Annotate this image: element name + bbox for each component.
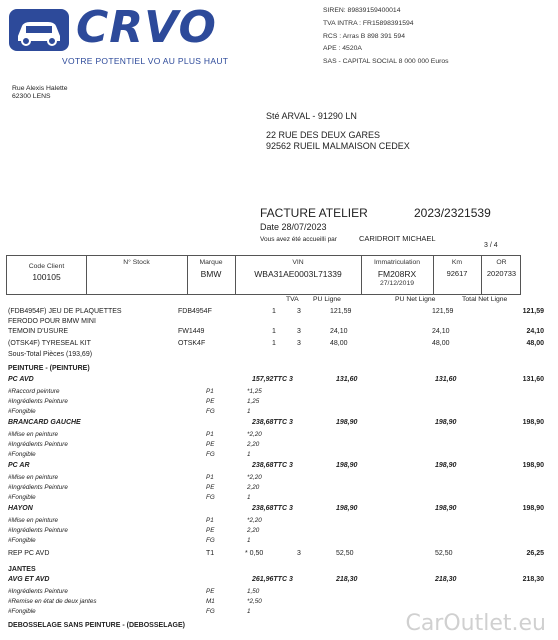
line-cell: *2,20 xyxy=(247,431,262,438)
line-cell: #Fongible xyxy=(8,608,36,615)
brand-tagline: VOTRE POTENTIEL VO AU PLUS HAUT xyxy=(62,56,229,66)
line-cell: #Raccord peinture xyxy=(8,388,60,395)
welcome-label: Vous avez été accueilli par xyxy=(260,236,337,243)
line-cell: 24,10 xyxy=(526,328,544,335)
val-marque: BMW xyxy=(200,269,222,279)
line-cell: REP PC AVD xyxy=(8,550,50,557)
col-pu-net: PU Net Ligne xyxy=(395,296,436,303)
line-cell: PE xyxy=(206,588,215,595)
company-siren: SIREN: 89839159400014 xyxy=(323,7,401,14)
line-cell: *1,25 xyxy=(247,388,262,395)
line-cell: OTSK4F xyxy=(178,340,206,347)
hdr-km: Km xyxy=(451,259,463,266)
line-cell: *2,50 xyxy=(247,598,262,605)
hdr-immat: Immatriculation xyxy=(373,259,421,266)
line-cell: #Ingrédients Peinture xyxy=(8,441,68,448)
line-cell: #Fongible xyxy=(8,408,36,415)
hdr-vin: VIN xyxy=(292,259,304,266)
line-cell: PC AVD xyxy=(8,376,34,383)
col-pu: PU Ligne xyxy=(313,296,341,303)
line-cell: 121,59 xyxy=(330,308,352,315)
line-cell: PE xyxy=(206,527,215,534)
line-cell: FG xyxy=(206,408,215,415)
line-cell: 198,90 xyxy=(336,462,358,469)
line-cell: 3 xyxy=(297,308,301,315)
line-cell: PE xyxy=(206,441,215,448)
invoice-line xyxy=(0,576,558,588)
line-cell: 131,60 xyxy=(435,376,457,383)
line-cell: 1 xyxy=(247,494,251,501)
recipient-street: 22 RUE DES DEUX GARES xyxy=(266,130,381,140)
col-total: Total Net Ligne xyxy=(462,296,508,303)
val-vin: WBA31AE0003L71339 xyxy=(254,269,342,279)
line-cell: #Mise en peinture xyxy=(8,431,59,438)
line-cell: BRANCARD GAUCHE xyxy=(8,419,81,426)
line-cell: 218,30 xyxy=(522,576,544,583)
line-cell: FERODO POUR BMW MINI xyxy=(8,318,96,325)
line-cell: FG xyxy=(206,494,215,501)
line-cell: 1 xyxy=(247,608,251,615)
brand-name: CRVO xyxy=(76,2,217,53)
recipient-name: Sté ARVAL - 91290 LN xyxy=(266,111,357,121)
line-cell: JANTES xyxy=(8,566,36,573)
line-cell: 218,30 xyxy=(435,576,457,583)
line-cell: 238,68TTC 3 xyxy=(252,419,293,426)
line-cell: PE xyxy=(206,398,215,405)
line-cell: #Fongible xyxy=(8,494,36,501)
invoice-line xyxy=(0,376,558,388)
line-cell: 24,10 xyxy=(330,328,348,335)
line-cell: 198,90 xyxy=(522,505,544,512)
line-cell: 2,20 xyxy=(247,527,260,534)
line-cell: 198,90 xyxy=(336,505,358,512)
line-cell: 26,25 xyxy=(526,550,544,557)
line-cell: FG xyxy=(206,537,215,544)
company-rcs: RCS : Arras B 898 391 594 xyxy=(323,33,405,40)
line-cell: 48,00 xyxy=(330,340,348,347)
invoice-line xyxy=(0,550,558,562)
line-cell: P1 xyxy=(206,388,214,395)
company-capital: SAS - CAPITAL SOCIAL 8 000 000 Euros xyxy=(323,58,449,65)
sender-city: 62300 LENS xyxy=(12,93,51,100)
line-cell: 1 xyxy=(247,451,251,458)
line-cell: 1 xyxy=(272,340,276,347)
line-cell: #Mise en peinture xyxy=(8,517,59,524)
line-cell: FG xyxy=(206,608,215,615)
line-cell: T1 xyxy=(206,550,215,557)
line-cell: 238,68TTC 3 xyxy=(252,462,293,469)
page-number: 3 / 4 xyxy=(484,242,498,249)
line-cell: 121,59 xyxy=(522,308,544,315)
line-cell: 1 xyxy=(272,328,276,335)
hdr-stock: N° Stock xyxy=(123,259,150,266)
line-cell: 1,25 xyxy=(247,398,260,405)
company-tva: TVA INTRA : FR15898391594 xyxy=(323,20,414,27)
watermark: CarOutlet.eu xyxy=(405,611,546,636)
line-cell: FW1449 xyxy=(178,328,205,335)
line-cell: 1 xyxy=(247,408,251,415)
line-cell: 198,90 xyxy=(435,505,457,512)
invoice-line xyxy=(0,419,558,431)
line-cell: 131,60 xyxy=(336,376,358,383)
line-cell: 2,20 xyxy=(247,441,260,448)
line-cell: (FDB4954F) JEU DE PLAQUETTES xyxy=(8,308,122,315)
line-cell: Sous-Total Pièces (193,69) xyxy=(8,351,93,358)
line-cell: #Ingrédients Peinture xyxy=(8,484,68,491)
hdr-code-client: Code Client xyxy=(28,263,65,270)
line-cell: 52,50 xyxy=(435,550,453,557)
line-cell: * 0,50 xyxy=(245,550,264,557)
line-cell: 2,20 xyxy=(247,484,260,491)
line-cell: DEBOSSELAGE SANS PEINTURE - (DEBOSSELAGE) xyxy=(8,622,185,629)
val-or: 2020733 xyxy=(486,269,517,278)
line-cell: 198,90 xyxy=(522,419,544,426)
company-ape: APE : 4520A xyxy=(323,45,362,52)
sender-street: Rue Alexis Halette xyxy=(12,85,68,92)
line-cell: P1 xyxy=(206,517,214,524)
line-cell: 261,96TTC 3 xyxy=(252,576,293,583)
line-cell: 218,30 xyxy=(336,576,358,583)
line-cell: 1,50 xyxy=(247,588,260,595)
hdr-or: OR xyxy=(496,259,507,266)
line-cell: #Fongible xyxy=(8,537,36,544)
line-cell: 3 xyxy=(297,550,301,557)
invoice-line xyxy=(0,462,558,474)
line-cell: FG xyxy=(206,451,215,458)
info-table xyxy=(6,255,521,295)
line-cell: 198,90 xyxy=(435,419,457,426)
val-km: 92617 xyxy=(446,269,468,278)
line-cell: #Ingrédients Peinture xyxy=(8,398,68,405)
hdr-marque: Marque xyxy=(199,259,223,266)
invoice-line xyxy=(0,328,558,340)
line-cell: P1 xyxy=(206,474,214,481)
line-cell: #Remise en état de deux jantes xyxy=(8,598,97,605)
line-cell: #Ingrédients Peinture xyxy=(8,588,68,595)
company-logo xyxy=(8,2,240,70)
invoice-line xyxy=(0,351,558,363)
line-cell: 238,68TTC 3 xyxy=(252,505,293,512)
line-cell: FDB4954F xyxy=(178,308,212,315)
line-cell: *2,20 xyxy=(247,474,262,481)
line-cell: AVG ET AVD xyxy=(8,576,50,583)
val-code-client: 100105 xyxy=(32,272,61,282)
car-logo-icon xyxy=(8,8,70,52)
line-cell: 3 xyxy=(297,328,301,335)
line-cell: P1 xyxy=(206,431,214,438)
invoice-line xyxy=(0,537,558,549)
line-cell: HAYON xyxy=(8,505,33,512)
line-cell: #Mise en peinture xyxy=(8,474,59,481)
line-cell: 1 xyxy=(272,308,276,315)
invoice-number: 2023/2321539 xyxy=(414,206,491,220)
line-cell: #Fongible xyxy=(8,451,36,458)
agent-name: CARIDROIT MICHAEL xyxy=(359,234,436,243)
line-cell: 1 xyxy=(247,537,251,544)
line-cell: 48,00 xyxy=(432,340,450,347)
line-cell: 157,92TTC 3 xyxy=(252,376,293,383)
line-cell: #Ingrédients Peinture xyxy=(8,527,68,534)
line-cell: *2,20 xyxy=(247,517,262,524)
line-cell: 52,50 xyxy=(336,550,354,557)
line-cell: 131,60 xyxy=(522,376,544,383)
val-reg-date: 27/12/2019 xyxy=(379,280,415,287)
line-cell: TEMOIN D'USURE xyxy=(8,328,69,335)
line-cell: 198,90 xyxy=(336,419,358,426)
line-cell: 198,90 xyxy=(522,462,544,469)
line-cell: 3 xyxy=(297,340,301,347)
invoice-date: Date 28/07/2023 xyxy=(260,222,327,232)
line-cell: 48,00 xyxy=(526,340,544,347)
recipient-city: 92562 RUEIL MALMAISON CEDEX xyxy=(266,141,410,151)
invoice-title: FACTURE ATELIER xyxy=(260,206,368,220)
col-tva: TVA xyxy=(286,296,299,303)
line-cell: 121,59 xyxy=(432,308,454,315)
val-immat: FM208RX xyxy=(377,269,417,279)
line-cell: 24,10 xyxy=(432,328,450,335)
line-cell: (OTSK4F) TYRESEAL KIT xyxy=(8,340,91,347)
line-cell: PEINTURE - (PEINTURE) xyxy=(8,365,90,372)
invoice-line xyxy=(0,505,558,517)
line-cell: PE xyxy=(206,484,215,491)
line-cell: PC AR xyxy=(8,462,30,469)
line-cell: M1 xyxy=(206,598,215,605)
line-cell: 198,90 xyxy=(435,462,457,469)
